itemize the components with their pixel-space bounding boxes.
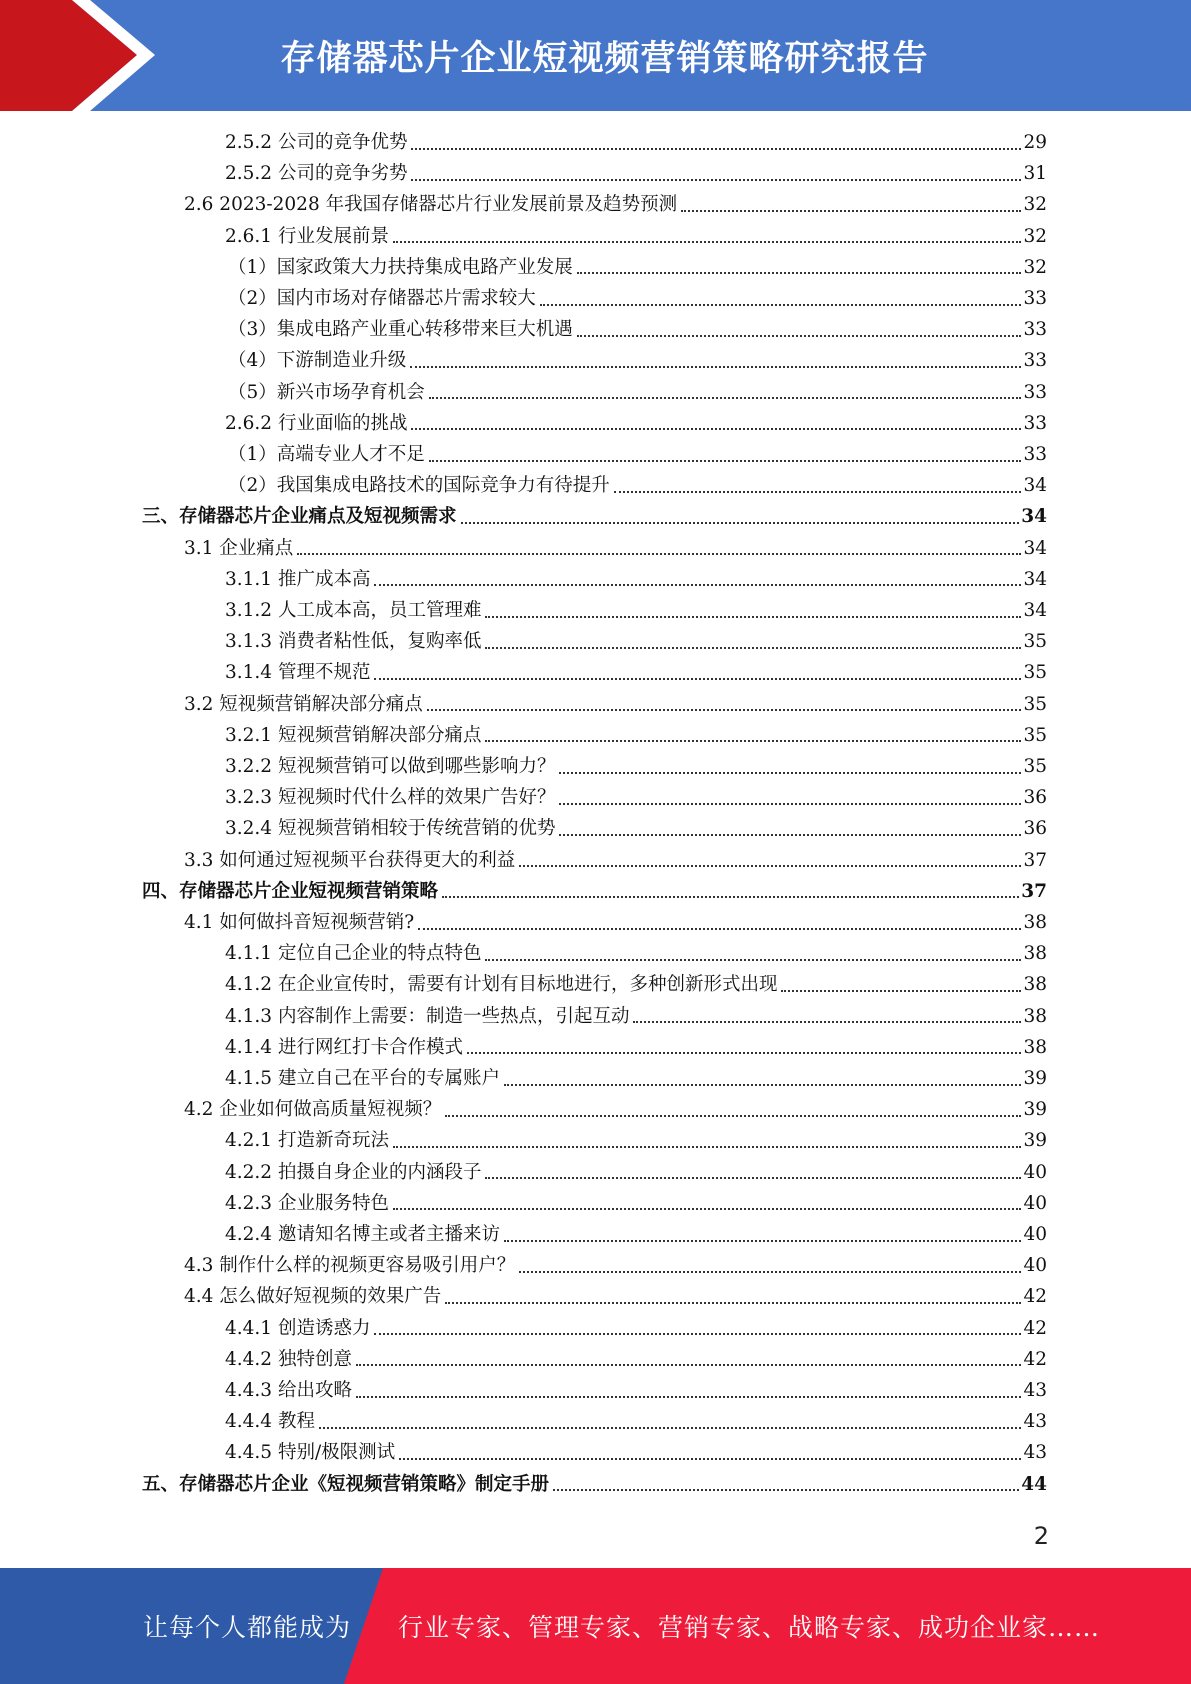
toc-dot-leader <box>485 1177 1021 1179</box>
toc-dot-leader <box>559 803 1021 805</box>
page-number: 2 <box>1033 1522 1049 1550</box>
toc-entry-page: 39 <box>1023 1130 1047 1152</box>
toc-dot-leader <box>614 491 1022 493</box>
toc-entry-title: 4.1.1 定位自己企业的特点特色 <box>225 943 482 965</box>
toc-entry-title: 4.4.1 创造诱惑力 <box>225 1317 371 1339</box>
toc-entry-title: （2）我国集成电路技术的国际竞争力有待提升 <box>228 475 610 497</box>
toc-entry[interactable] <box>142 876 1047 907</box>
toc-entry[interactable] <box>225 1437 1047 1468</box>
toc-entry-title: 五、存储器芯片企业《短视频营销策略》制定手册 <box>142 1473 550 1495</box>
toc-entry-title: 3.1 企业痛点 <box>184 537 294 559</box>
toc-entry[interactable] <box>225 1188 1047 1219</box>
toc-dot-leader <box>411 148 1021 150</box>
footer-slogan-right: 行业专家、管理专家、营销专家、战略专家、成功企业家…… <box>398 1613 1101 1642</box>
toc-entry[interactable] <box>228 377 1047 408</box>
toc-dot-leader <box>633 1021 1021 1023</box>
toc-entry[interactable] <box>225 657 1047 688</box>
toc-entry-title: 4.2.2 拍摄自身企业的内涵段子 <box>225 1161 482 1183</box>
toc-entry-page: 38 <box>1023 943 1047 965</box>
toc-entry-title: 四、存储器芯片企业短视频营销策略 <box>142 880 439 902</box>
toc-entry-page: 40 <box>1023 1192 1047 1214</box>
toc-entry-title: 4.2.3 企业服务特色 <box>225 1192 389 1214</box>
toc-entry-page: 37 <box>1023 849 1047 871</box>
toc-entry-title: 4.4.2 独特创意 <box>225 1348 352 1370</box>
toc-entry[interactable] <box>142 1469 1047 1500</box>
toc-entry-page: 39 <box>1023 1068 1047 1089</box>
toc-entry-page: 34 <box>1023 600 1047 621</box>
toc-entry-title: 2.5.2 公司的竞争优势 <box>225 132 408 153</box>
toc-entry[interactable] <box>225 626 1047 657</box>
toc-entry[interactable] <box>184 533 1047 564</box>
toc-dot-leader <box>429 460 1022 462</box>
toc-dot-leader <box>427 709 1022 711</box>
toc-dot-leader <box>445 1302 1021 1304</box>
toc-entry[interactable] <box>225 751 1047 782</box>
toc-dot-leader <box>429 397 1022 399</box>
toc-entry-title: 4.4.5 特别/极限测试 <box>225 1442 396 1464</box>
toc-entry-title: （2）国内市场对存储器芯片需求较大 <box>228 288 536 309</box>
toc-entry-page: 43 <box>1023 1442 1047 1464</box>
toc-entry-title: 2.5.2 公司的竞争劣势 <box>225 163 408 185</box>
toc-entry-title: 4.4.4 教程 <box>225 1411 315 1433</box>
toc-entry[interactable] <box>225 1313 1047 1344</box>
toc-entry[interactable] <box>184 689 1047 720</box>
toc-entry[interactable] <box>225 221 1047 252</box>
toc-entry[interactable] <box>228 470 1047 501</box>
toc-entry-title: 4.1.4 进行网红打卡合作模式 <box>225 1036 463 1058</box>
toc-entry[interactable] <box>225 1063 1047 1094</box>
page-header <box>0 0 1191 111</box>
toc-entry[interactable] <box>225 1032 1047 1063</box>
toc-entry[interactable] <box>225 564 1047 595</box>
toc-entry-page: 35 <box>1023 756 1047 777</box>
toc-dot-leader <box>485 616 1021 618</box>
toc-dot-leader <box>356 1364 1022 1366</box>
toc-dot-leader <box>504 1084 1021 1086</box>
toc-entry[interactable] <box>225 1125 1047 1156</box>
toc-entry[interactable] <box>184 1094 1047 1125</box>
toc-entry-page: 34 <box>1021 506 1047 528</box>
toc-entry-title: 4.1 如何做抖音短视频营销? <box>184 912 415 933</box>
toc-entry-title: （1）国家政策大力扶持集成电路产业发展 <box>228 256 573 278</box>
toc-entry-page: 31 <box>1023 163 1047 185</box>
toc-dot-leader <box>374 584 1021 586</box>
toc-entry-page: 34 <box>1023 537 1047 559</box>
toc-entry-page: 35 <box>1023 693 1047 715</box>
toc-entry-title: （5）新兴市场孕育机会 <box>228 381 425 403</box>
toc-entry[interactable] <box>225 408 1047 439</box>
toc-entry-page: 43 <box>1023 1380 1047 1401</box>
toc-entry[interactable] <box>225 127 1047 158</box>
toc-dot-leader <box>356 1396 1022 1398</box>
toc-entry-title: （1）高端专业人才不足 <box>228 444 425 465</box>
toc-entry[interactable] <box>225 158 1047 189</box>
toc-entry-page: 35 <box>1023 724 1047 746</box>
toc-dot-leader <box>781 990 1021 992</box>
toc-entry-page: 43 <box>1023 1411 1047 1433</box>
toc-entry-page: 33 <box>1023 381 1047 403</box>
toc-entry-page: 33 <box>1023 350 1047 372</box>
toc-entry-page: 42 <box>1023 1317 1047 1339</box>
toc-dot-leader <box>467 1052 1021 1054</box>
toc-entry-title: 4.1.2 在企业宣传时，需要有计划有目标地进行，多种创新形式出现 <box>225 974 778 996</box>
toc-entry-page: 40 <box>1023 1161 1047 1183</box>
toc-entry-page: 38 <box>1023 912 1047 933</box>
toc-entry-title: 3.2.2 短视频营销可以做到哪些影响力？ <box>225 756 556 777</box>
toc-entry-page: 33 <box>1023 288 1047 309</box>
toc-dot-leader <box>559 834 1021 836</box>
toc-entry[interactable] <box>225 720 1047 751</box>
toc-entry-title: （4）下游制造业升级 <box>228 350 407 372</box>
toc-entry[interactable] <box>225 595 1047 626</box>
toc-entry-page: 34 <box>1023 568 1047 590</box>
toc-entry-page: 32 <box>1023 256 1047 278</box>
toc-entry-page: 37 <box>1021 880 1047 902</box>
toc-entry-page: 39 <box>1023 1099 1047 1121</box>
toc-dot-leader <box>374 1333 1021 1335</box>
toc-entry-title: 2.6 2023-2028 年我国存储器芯片行业发展前景及趋势预测 <box>184 194 678 216</box>
toc-entry-title: 3.3 如何通过短视频平台获得更大的利益 <box>184 849 516 871</box>
toc-entry-title: 3.1.2 人工成本高，员工管理难 <box>225 600 482 621</box>
toc-entry[interactable] <box>225 1157 1047 1188</box>
toc-dot-leader <box>374 678 1021 680</box>
toc-dot-leader <box>485 647 1021 649</box>
toc-entry[interactable] <box>225 1344 1047 1375</box>
toc-entry-title: （3）集成电路产业重心转移带来巨大机遇 <box>228 319 573 341</box>
toc-entry-title: 3.2 短视频营销解决部分痛点 <box>184 693 423 715</box>
toc-entry-title: 4.4 怎么做好短视频的效果广告 <box>184 1286 442 1308</box>
toc-entry[interactable] <box>225 1001 1047 1032</box>
toc-entry-page: 42 <box>1023 1348 1047 1370</box>
toc-entry[interactable] <box>225 782 1047 813</box>
toc-entry-title: 4.2.1 打造新奇玩法 <box>225 1130 389 1152</box>
toc-entry-page: 33 <box>1023 319 1047 341</box>
toc-entry-title: 4.3 制作什么样的视频更容易吸引用户？ <box>184 1255 516 1277</box>
toc-entry-title: 3.2.1 短视频营销解决部分痛点 <box>225 724 482 746</box>
toc-dot-leader <box>393 1208 1021 1210</box>
toc-entry[interactable] <box>228 345 1047 376</box>
toc-entry-title: 2.6.1 行业发展前景 <box>225 225 389 247</box>
toc-dot-leader <box>461 522 1020 524</box>
toc-entry[interactable] <box>225 938 1047 969</box>
toc-dot-leader <box>577 272 1022 274</box>
toc-dot-leader <box>519 1271 1021 1273</box>
toc-entry-page: 40 <box>1023 1255 1047 1277</box>
toc-dot-leader <box>559 772 1021 774</box>
toc-dot-leader <box>442 896 1019 898</box>
toc-entry-page: 42 <box>1023 1286 1047 1308</box>
toc-dot-leader <box>485 959 1021 961</box>
toc-entry-page: 32 <box>1023 225 1047 247</box>
toc-dot-leader <box>553 1489 1019 1491</box>
toc-entry-title: 三、存储器芯片企业痛点及短视频需求 <box>142 506 457 528</box>
toc-entry-title: 3.1.3 消费者粘性低，复购率低 <box>225 631 482 653</box>
toc-dot-leader <box>540 304 1022 306</box>
toc-dot-leader <box>393 1146 1021 1148</box>
report-title: 存储器芯片企业短视频营销策略研究报告 <box>280 38 929 79</box>
toc-entry-page: 36 <box>1023 787 1047 809</box>
toc-entry[interactable] <box>184 907 1047 938</box>
toc-entry-page: 34 <box>1023 475 1047 497</box>
toc-dot-leader <box>297 553 1021 555</box>
toc-entry[interactable] <box>184 845 1047 876</box>
toc-entry-page: 38 <box>1023 1036 1047 1058</box>
toc-dot-leader <box>411 428 1021 430</box>
toc-entry-page: 35 <box>1023 631 1047 653</box>
page-footer <box>0 1568 1191 1684</box>
toc-entry-page: 44 <box>1021 1473 1047 1495</box>
toc-dot-leader <box>445 1115 1021 1117</box>
toc-entry-title: 4.4.3 给出攻略 <box>225 1380 352 1401</box>
footer-slogan-left: 让每个人都能成为 <box>143 1613 352 1642</box>
toc-entry-page: 33 <box>1023 444 1047 465</box>
toc-entry-title: 4.2.4 邀请知名博主或者主播来访 <box>225 1224 500 1245</box>
toc-entry-title: 3.2.4 短视频营销相较于传统营销的优势 <box>225 818 556 840</box>
toc-entry-title: 2.6.2 行业面临的挑战 <box>225 412 408 434</box>
toc-entry[interactable] <box>228 314 1047 345</box>
toc-entry[interactable] <box>228 252 1047 283</box>
toc-entry[interactable] <box>225 969 1047 1000</box>
toc-dot-leader <box>519 865 1021 867</box>
toc-dot-leader <box>399 1458 1021 1460</box>
toc-entry-page: 35 <box>1023 662 1047 684</box>
toc-dot-leader <box>485 740 1021 742</box>
toc-entry-page: 29 <box>1023 132 1047 153</box>
toc-dot-leader <box>410 366 1021 368</box>
toc-dot-leader <box>418 928 1021 930</box>
toc-entry-title: 4.2 企业如何做高质量短视频？ <box>184 1099 442 1121</box>
toc-entry-page: 38 <box>1023 1005 1047 1027</box>
toc-dot-leader <box>411 179 1021 181</box>
toc-entry[interactable] <box>184 189 1047 220</box>
toc-entry[interactable] <box>225 1375 1047 1406</box>
toc-dot-leader <box>319 1427 1022 1429</box>
toc-entry[interactable] <box>228 283 1047 314</box>
toc-dot-leader <box>504 1240 1021 1242</box>
toc-entry[interactable] <box>184 1250 1047 1281</box>
toc-entry-title: 3.1.1 推广成本高 <box>225 568 371 590</box>
toc-dot-leader <box>393 241 1021 243</box>
toc-entry-title: 4.1.5 建立自己在平台的专属账户 <box>225 1068 500 1089</box>
toc-entry[interactable] <box>225 1406 1047 1437</box>
toc-entry-title: 4.1.3 内容制作上需要：制造一些热点，引起互动 <box>225 1005 630 1027</box>
toc-entry[interactable] <box>225 1219 1047 1250</box>
toc-entry-page: 32 <box>1023 194 1047 216</box>
toc-entry-title: 3.2.3 短视频时代什么样的效果广告好？ <box>225 787 556 809</box>
toc-entry[interactable] <box>228 439 1047 470</box>
toc-entry[interactable] <box>184 1281 1047 1312</box>
toc-entry-title: 3.1.4 管理不规范 <box>225 662 371 684</box>
toc-entry-page: 40 <box>1023 1224 1047 1245</box>
toc-entry-page: 33 <box>1023 412 1047 434</box>
toc-entry-page: 36 <box>1023 818 1047 840</box>
toc-dot-leader <box>577 335 1022 337</box>
toc-entry[interactable] <box>142 501 1047 532</box>
toc-entry[interactable] <box>225 813 1047 844</box>
toc-dot-leader <box>681 210 1021 212</box>
toc-entry-page: 38 <box>1023 974 1047 996</box>
